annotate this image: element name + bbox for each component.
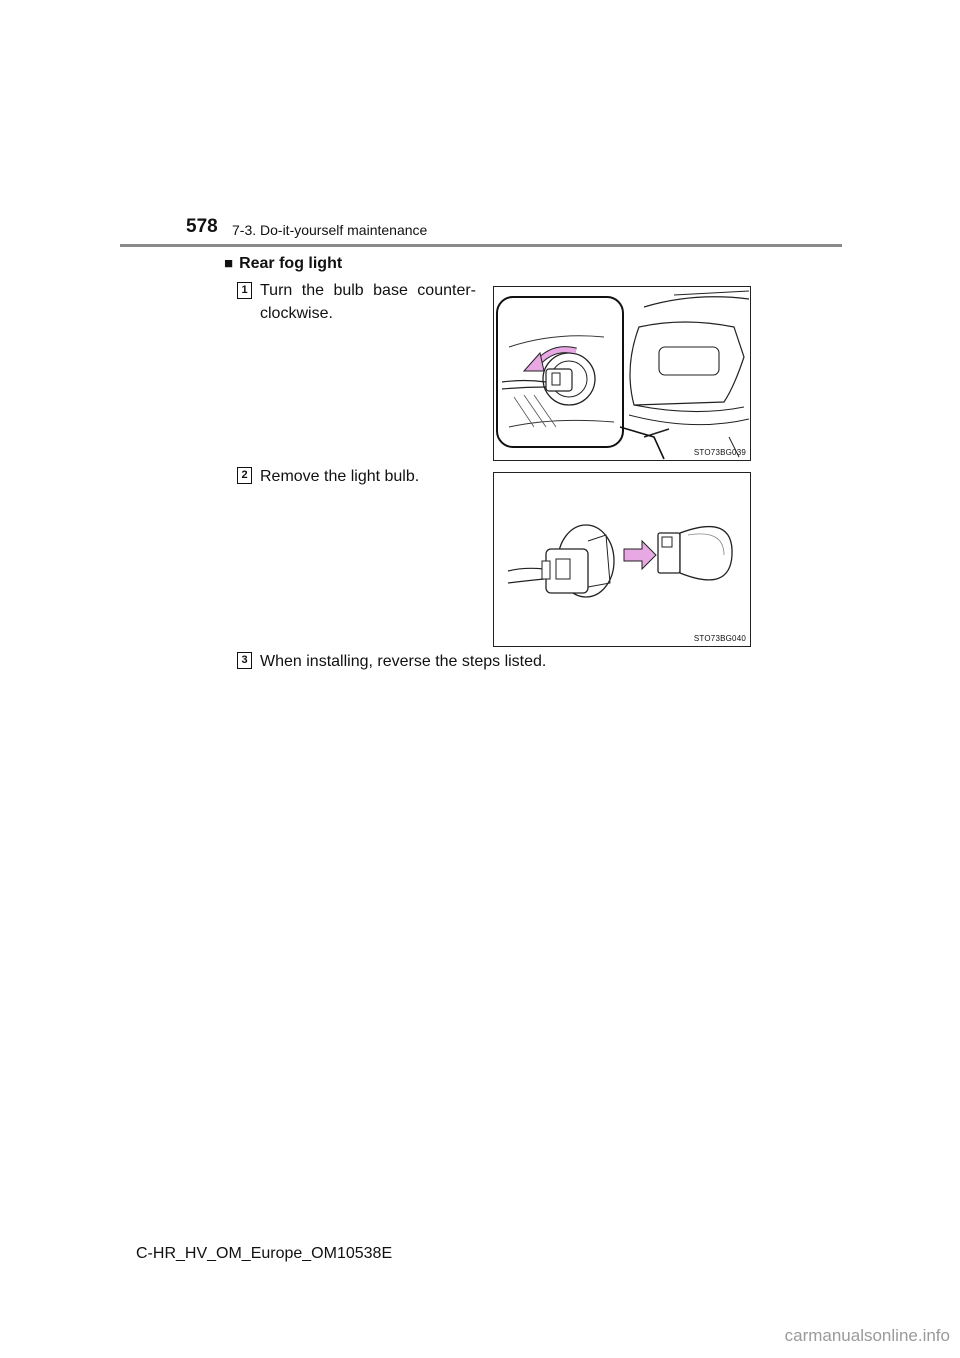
step-3-text: When installing, reverse the steps listed. [260,653,547,670]
figure-bulb-base-rotation [493,286,751,461]
step-number-3: 3 [237,652,252,669]
subheading-title: Rear fog light [239,255,343,272]
subheading [224,255,342,273]
step-number-2: 2 [237,467,252,484]
step-number-1: 1 [237,282,252,299]
header-divider [120,244,842,247]
square-bullet-icon: ■ [224,255,234,272]
step-2-text: Remove the light bulb. [260,468,420,485]
step-1-line-2: clockwise. [260,305,333,322]
figure-code: STO73BG039 [693,448,746,457]
step-1-line-1: Turn the bulb base counter- [260,282,476,299]
step-1-text [260,279,476,325]
watermark[interactable]: carmanualsonline.info [784,1326,950,1345]
rear-fog-light-illustration [494,287,750,460]
section-title: 7-3. Do-it-yourself maintenance [232,222,428,238]
page-number: 578 [186,216,218,237]
document-code: C-HR_HV_OM_Europe_OM10538E [136,1245,393,1262]
bulb-removal-illustration [494,473,750,646]
figure-bulb-removal [493,472,751,647]
figure-code: STO73BG040 [693,634,746,643]
